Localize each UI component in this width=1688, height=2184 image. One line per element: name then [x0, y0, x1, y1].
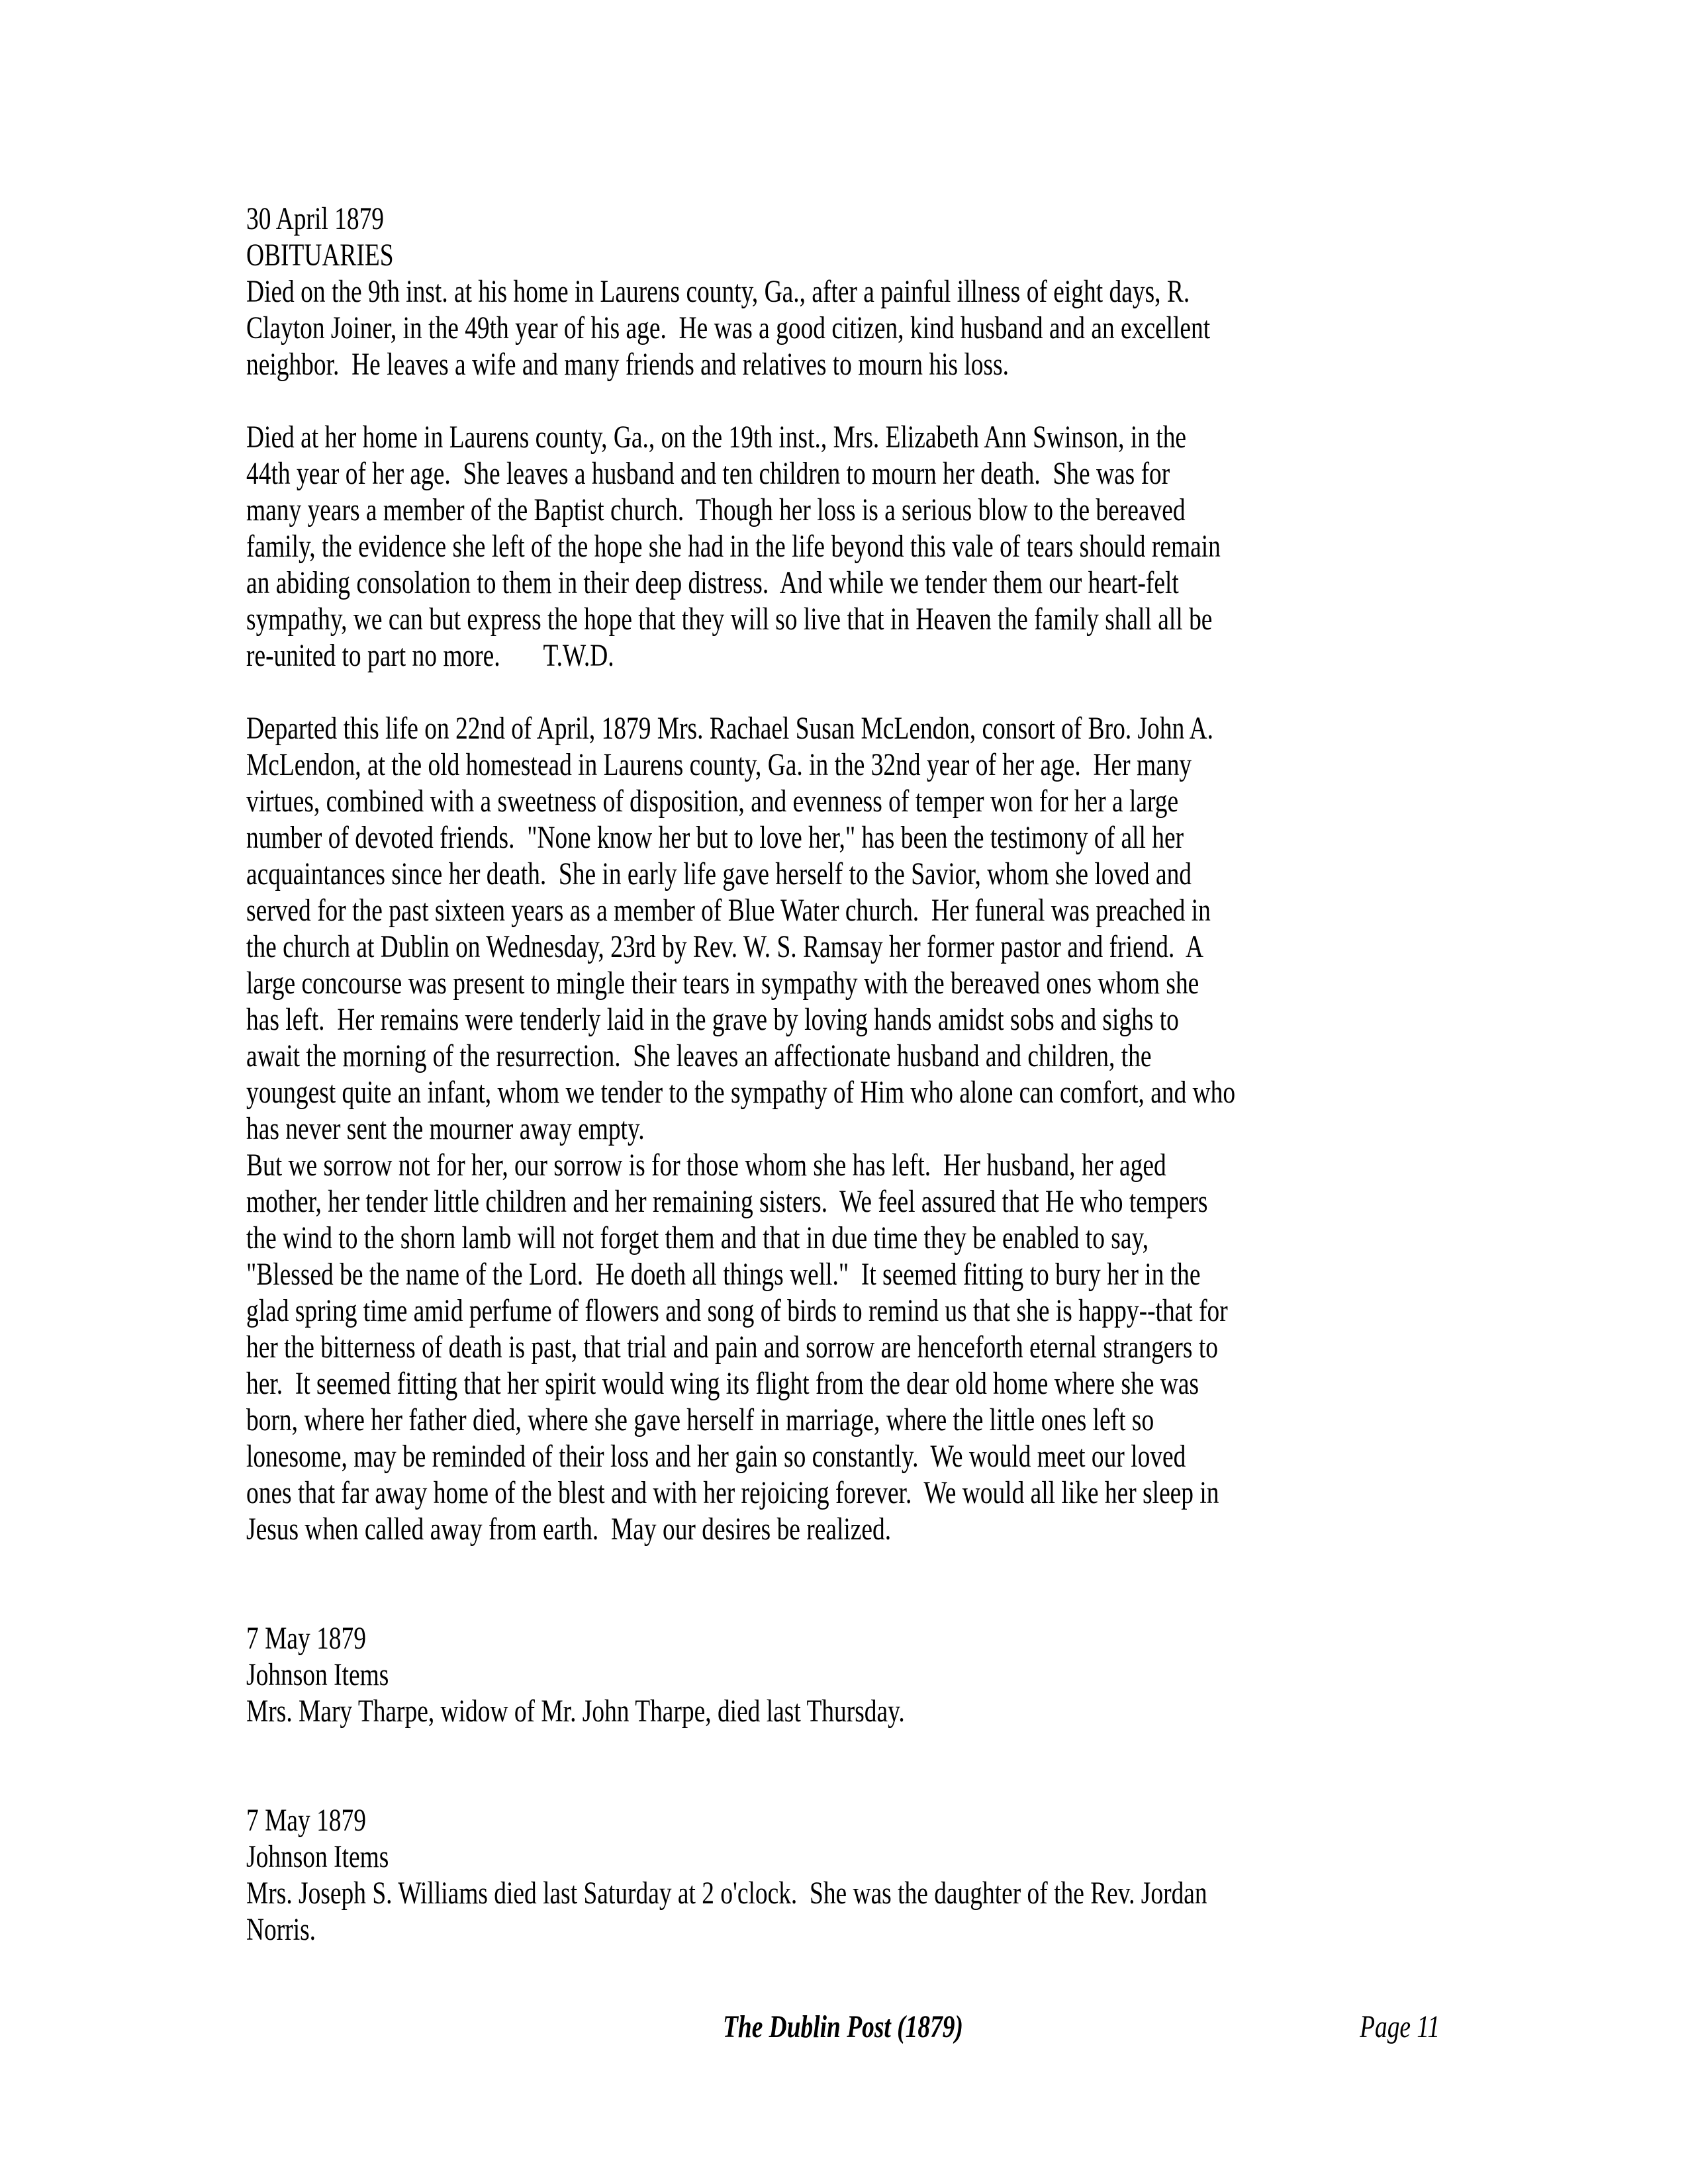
text-line: an abiding consolation to them in their deep distress. And while we tender them our heart-felt [246, 565, 1179, 600]
text-line: acquaintances since her death. She in early life gave herself to the Savior, whom she loved and [246, 856, 1192, 891]
text-line: many years a member of the Baptist church. Though her loss is a serious blow to the bereaved [246, 492, 1186, 527]
footer-page-number: Page 11 [1360, 2009, 1440, 2044]
text-line: born, where her father died, where she gave herself in marriage, where the little ones left so [246, 1402, 1154, 1437]
text-line: mother, her tender little children and her remaining sisters. We feel assured that He who tempers [246, 1184, 1208, 1219]
page-footer [246, 2009, 1440, 2045]
text-line: the wind to the shorn lamb will not forget them and that in due time they be enabled to say, [246, 1220, 1149, 1255]
johnson-items-mary-tharpe [246, 1620, 1444, 1729]
text-line: ones that far away home of the blest and with her rejoicing forever. We would all like her sleep in [246, 1475, 1219, 1510]
text-line: 30 April 1879 [246, 201, 385, 236]
text-line: Departed this life on 22nd of April, 1879 Mrs. Rachael Susan McLendon, consort of Bro. John A. [246, 711, 1213, 746]
obituaries-text-body [246, 201, 1444, 1948]
text-line: 7 May 1879 [246, 1621, 366, 1656]
text-line: Johnson Items [246, 1839, 389, 1874]
text-line: family, the evidence she left of the hope she had in the life beyond this vale of tears should remain [246, 529, 1221, 564]
text-line: re-united to part no more. T.W.D. [246, 638, 614, 673]
text-line: virtues, combined with a sweetness of disposition, and evenness of temper won for her a large [246, 784, 1179, 819]
text-line: Jesus when called away from earth. May our desires be realized. [246, 1512, 892, 1547]
text-line: her. It seemed fitting that her spirit would wing its flight from the dear old home where she was [246, 1366, 1199, 1401]
text-line: McLendon, at the old homestead in Laurens county, Ga. in the 32nd year of her age. Her many [246, 747, 1192, 782]
text-line: the church at Dublin on Wednesday, 23rd by Rev. W. S. Ramsay her former pastor and friend. A [246, 929, 1204, 964]
text-line: Norris. [246, 1912, 316, 1947]
text-line: sympathy, we can but express the hope that they will so live that in Heaven the family shall all be [246, 602, 1213, 637]
text-line: neighbor. He leaves a wife and many friends and relatives to mourn his loss. [246, 347, 1009, 382]
text-line: OBITUARIES [246, 238, 394, 273]
text-line: her the bitterness of death is past, that trial and pain and sorrow are henceforth eternal strangers to [246, 1330, 1218, 1365]
obituary-rachael-susan-mclendon [246, 710, 1444, 1547]
text-line: served for the past sixteen years as a member of Blue Water church. Her funeral was preached in [246, 893, 1211, 928]
obituaries-30-april-1879 [246, 201, 1444, 383]
text-line: Died at her home in Laurens county, Ga., on the 19th inst., Mrs. Elizabeth Ann Swinson, in the [246, 420, 1187, 455]
johnson-items-joseph-s-williams [246, 1802, 1444, 1948]
text-line: await the morning of the resurrection. She leaves an affectionate husband and children, the [246, 1038, 1152, 1073]
text-line: But we sorrow not for her, our sorrow is for those whom she has left. Her husband, her aged [246, 1148, 1166, 1183]
obituary-elizabeth-ann-swinson [246, 419, 1444, 674]
text-line: 44th year of her age. She leaves a husband and ten children to mourn her death. She was for [246, 456, 1170, 491]
text-line: number of devoted friends. "None know her but to love her," has been the testimony of all her [246, 820, 1184, 855]
text-line: Johnson Items [246, 1657, 389, 1692]
text-line: 7 May 1879 [246, 1803, 366, 1838]
text-line: Mrs. Mary Tharpe, widow of Mr. John Tharpe, died last Thursday. [246, 1694, 905, 1729]
text-line: has never sent the mourner away empty. [246, 1111, 645, 1146]
text-line: Clayton Joiner, in the 49th year of his age. He was a good citizen, kind husband and an excellent [246, 310, 1211, 345]
text-line: glad spring time amid perfume of flowers and song of birds to remind us that she is happy--that for [246, 1293, 1228, 1328]
text-line: Died on the 9th inst. at his home in Laurens county, Ga., after a painful illness of eight days, R. [246, 274, 1190, 309]
text-line: has left. Her remains were tenderly laid in the grave by loving hands amidst sobs and sighs to [246, 1002, 1179, 1037]
text-line: Mrs. Joseph S. Williams died last Saturday at 2 o'clock. She was the daughter of the Rev. Jordan [246, 1876, 1207, 1911]
text-line: large concourse was present to mingle their tears in sympathy with the bereaved ones whom she [246, 966, 1199, 1001]
text-line: "Blessed be the name of the Lord. He doeth all things well." It seemed fitting to bury her in the [246, 1257, 1201, 1292]
text-line: youngest quite an infant, whom we tender to the sympathy of Him who alone can comfort, and who [246, 1075, 1236, 1110]
text-line: lonesome, may be reminded of their loss and her gain so constantly. We would meet our loved [246, 1439, 1186, 1474]
footer-source-title: The Dublin Post (1879) [723, 2009, 963, 2044]
